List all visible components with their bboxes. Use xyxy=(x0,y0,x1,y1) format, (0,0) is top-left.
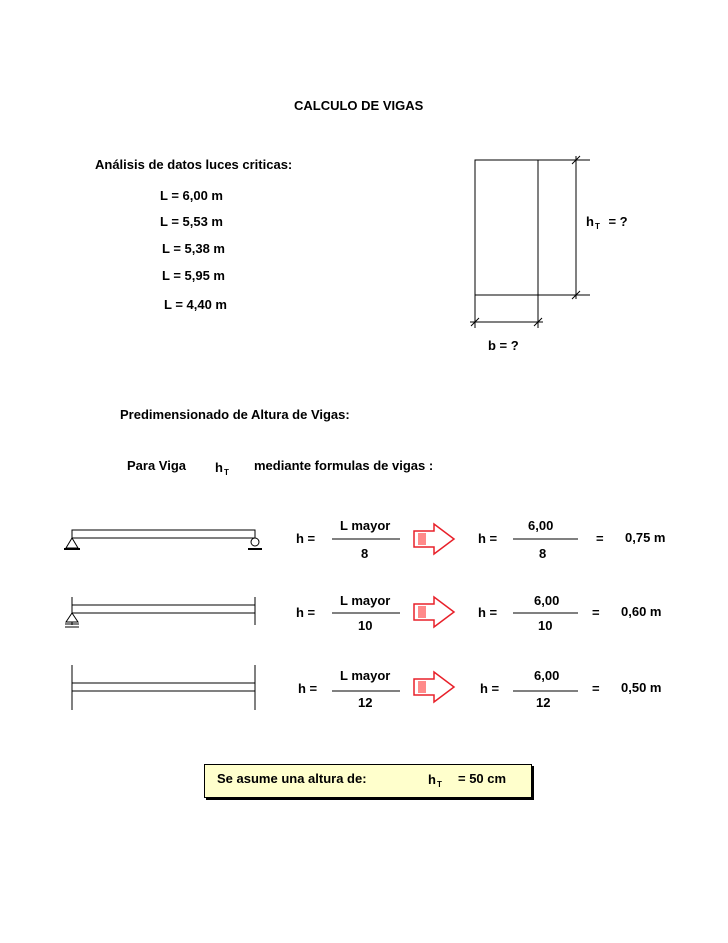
h-equals: h = xyxy=(480,681,500,696)
span-value: L = 5,38 m xyxy=(162,241,225,256)
denominator-value: 10 xyxy=(538,618,553,633)
equals-sign: = xyxy=(596,531,604,546)
formula-numerator: L mayor xyxy=(340,518,391,533)
formula-denominator: 12 xyxy=(358,695,373,710)
ht-label: $h_T$ xyxy=(215,460,229,477)
section-width-label: b = ? xyxy=(488,338,519,353)
h-equals: h = xyxy=(296,531,316,546)
result-value: 0,50 m xyxy=(621,680,662,695)
beam-cross-section xyxy=(470,156,590,328)
equals-sign: = xyxy=(592,681,600,696)
beam-propped xyxy=(65,597,255,627)
section-height-label: $h_T$ = ? xyxy=(586,214,628,231)
para-viga-label: Para Viga xyxy=(127,458,187,473)
span-value: L = 5,53 m xyxy=(160,214,223,229)
numerator-value: 6,00 xyxy=(534,668,560,683)
arrow-icon xyxy=(414,524,454,554)
formula-numerator: L mayor xyxy=(340,593,391,608)
arrow-icon xyxy=(414,597,454,627)
summary-ht-label: $h_T$ xyxy=(428,772,442,789)
predim-heading: Predimensionado de Altura de Vigas: xyxy=(120,407,350,422)
beam-simple-supported xyxy=(64,530,262,549)
h-equals: h = xyxy=(478,605,498,620)
result-value: 0,75 m xyxy=(625,530,666,545)
arrow-icon xyxy=(414,672,454,702)
result-value: 0,60 m xyxy=(621,604,662,619)
analysis-heading: Análisis de datos luces criticas: xyxy=(95,157,293,172)
numerator-value: 6,00 xyxy=(528,518,554,533)
h-equals: h = xyxy=(296,605,316,620)
span-value: L = 6,00 m xyxy=(160,188,223,203)
summary-label: Se asume una altura de: xyxy=(217,771,367,786)
denominator-value: 12 xyxy=(536,695,551,710)
formula-numerator: L mayor xyxy=(340,668,391,683)
span-value: L = 4,40 m xyxy=(164,297,227,312)
page-title: CALCULO DE VIGAS xyxy=(294,98,424,113)
beam-fixed xyxy=(72,665,255,710)
formula-denominator: 8 xyxy=(361,546,369,561)
denominator-value: 8 xyxy=(539,546,547,561)
span-value: L = 5,95 m xyxy=(162,268,225,283)
summary-value: = 50 cm xyxy=(458,771,507,786)
mediante-label: mediante formulas de vigas : xyxy=(254,458,434,473)
formula-denominator: 10 xyxy=(358,618,373,633)
numerator-value: 6,00 xyxy=(534,593,560,608)
h-equals: h = xyxy=(298,681,318,696)
equals-sign: = xyxy=(592,605,600,620)
h-equals: h = xyxy=(478,531,498,546)
